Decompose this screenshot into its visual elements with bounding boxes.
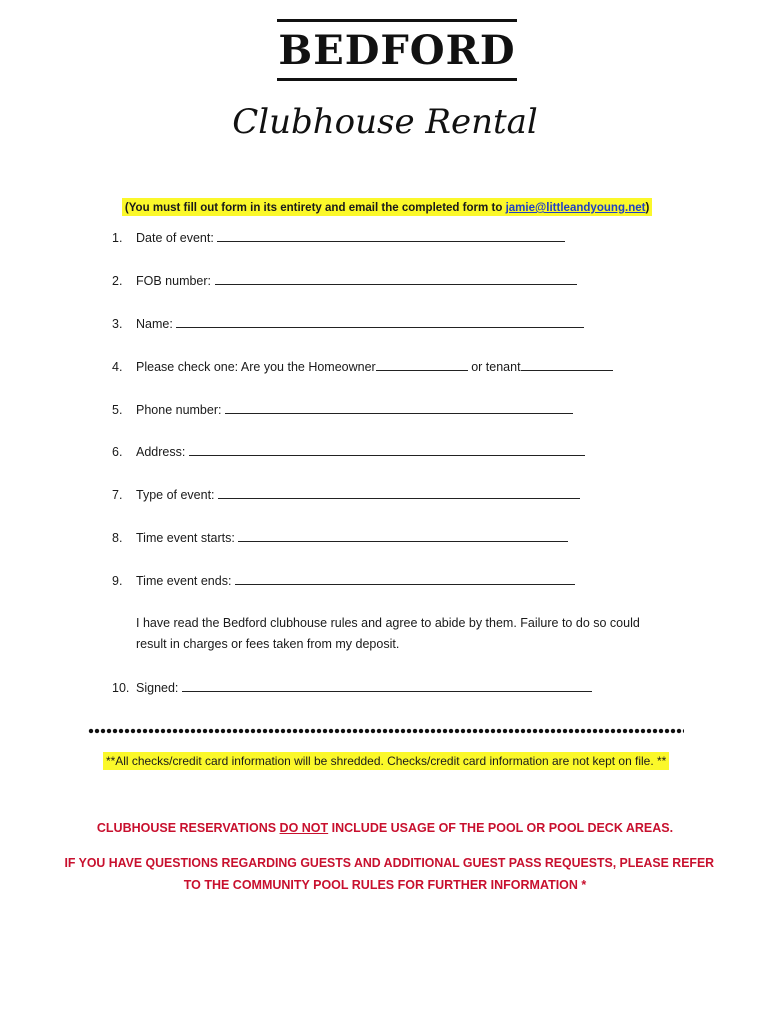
form-item-start-time: 8. Time event starts:	[112, 529, 568, 547]
questions-note-line2: TO THE COMMUNITY POOL RULES FOR FURTHER INFORMATION *	[183, 878, 587, 892]
start-time-field[interactable]	[238, 529, 568, 542]
form-item-signature: 10. Signed:	[112, 679, 592, 697]
form-item-occupancy: 4. Please check one: Are you the Homeowner or tenant	[112, 358, 613, 376]
do-not-emphasis: DO NOT	[279, 821, 329, 835]
end-time-field[interactable]	[235, 572, 575, 585]
start-time-label: Time event starts:	[136, 531, 239, 545]
logo-top-rule	[277, 19, 517, 22]
logo-bottom-rule	[277, 78, 517, 81]
page-title: Clubhouse Rental	[232, 102, 538, 142]
phone-number-field[interactable]	[225, 401, 573, 414]
questions-note-line1: IF YOU HAVE QUESTIONS REGARDING GUESTS AND ADDITIONAL GUEST PASS REQUESTS, PLEASE REFER	[64, 856, 715, 870]
bedford-logo: BEDFORD	[278, 27, 516, 74]
address-field[interactable]	[189, 443, 585, 456]
submission-notice	[122, 198, 652, 216]
name-label: Name:	[136, 317, 177, 331]
fob-label: FOB number:	[136, 274, 215, 288]
date-label: Date of event:	[136, 231, 218, 245]
tenant-field[interactable]	[521, 358, 613, 371]
address-label: Address:	[136, 445, 189, 459]
email-link[interactable]: jamie@littleandyoung.net	[505, 200, 646, 214]
form-item-end-time: 9. Time event ends:	[112, 572, 575, 590]
notice-prefix: (You must fill out form in its entirety and email the completed form to	[124, 200, 506, 214]
name-field[interactable]	[176, 315, 584, 328]
dotted-separator	[88, 727, 684, 735]
notice-suffix: )	[645, 200, 650, 214]
event-type-field[interactable]	[218, 486, 580, 499]
tenant-label: or tenant	[467, 360, 521, 374]
signed-label: Signed:	[136, 681, 182, 695]
form-item-event-type: 7. Type of event:	[112, 486, 580, 504]
event-type-label: Type of event:	[136, 488, 218, 502]
form-item-date: 1. Date of event:	[112, 229, 565, 247]
signature-field[interactable]	[182, 679, 592, 692]
reservation-warning: CLUBHOUSE RESERVATIONS DO NOT INCLUDE USAGE OF THE POOL OR POOL DECK AREAS.	[96, 821, 674, 835]
shred-notice: **All checks/credit card information will be shredded. Checks/credit card information are not kept on file. **	[103, 752, 669, 770]
agreement-text: I have read the Bedford clubhouse rules and agree to abide by them. Failure to do so could result in charges or fees taken from my deposit.	[136, 616, 640, 651]
homeowner-field[interactable]	[376, 358, 468, 371]
form-item-fob: 2. FOB number:	[112, 272, 577, 290]
homeowner-label: Please check one: Are you the Homeowner	[136, 360, 376, 374]
form-item-phone: 5. Phone number:	[112, 401, 573, 419]
fob-number-field[interactable]	[215, 272, 577, 285]
date-field[interactable]	[217, 229, 565, 242]
form-item-name: 3. Name:	[112, 315, 584, 333]
end-time-label: Time event ends:	[136, 574, 235, 588]
phone-label: Phone number:	[136, 403, 225, 417]
form-item-address: 6. Address:	[112, 443, 585, 461]
